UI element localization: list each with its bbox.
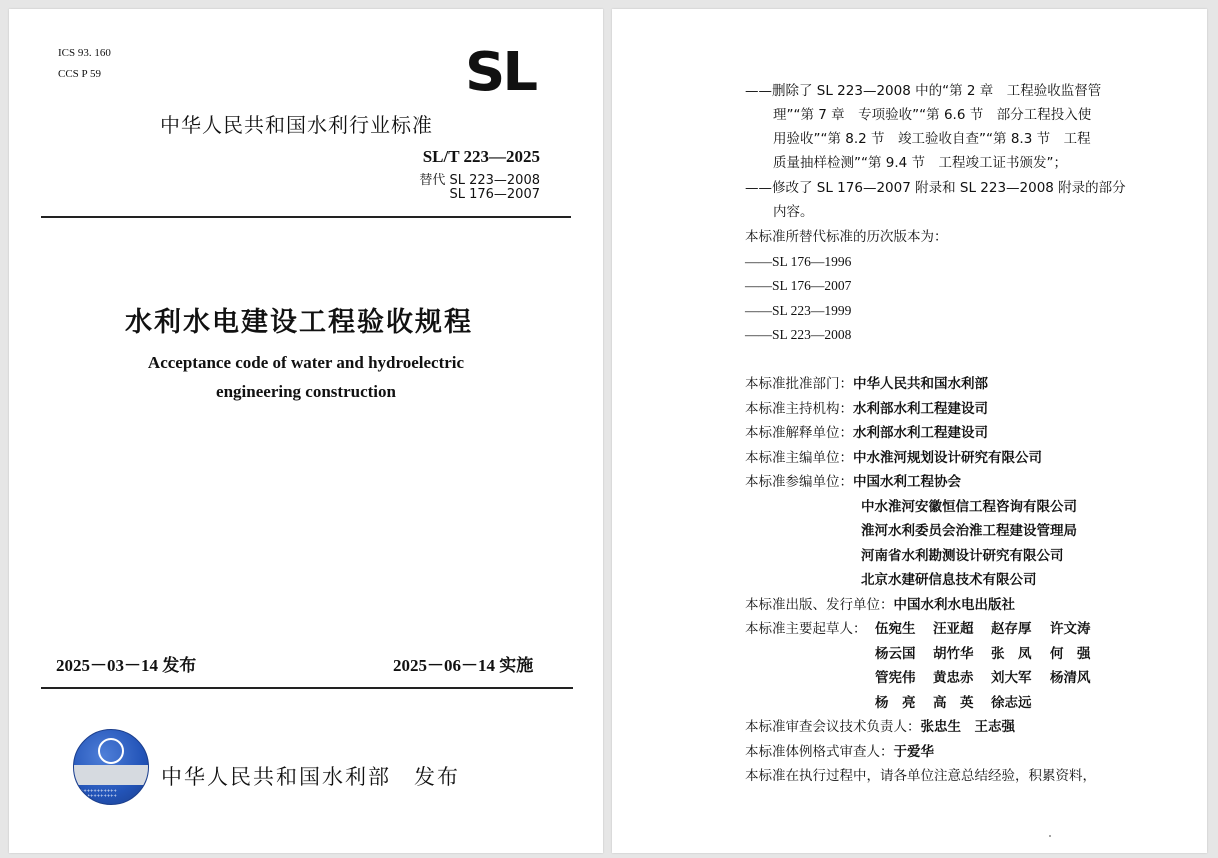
drafter-name: 杨云国 [875, 646, 916, 662]
credit-value: 中华人民共和国水利部 [853, 376, 988, 392]
version-line: ——SL 223—2008 [745, 327, 852, 342]
replaces-line-2: SL 176—2007 [449, 187, 540, 202]
replaces-line-1: 替代 SL 223—2008 [419, 173, 540, 188]
drafter-name: 何 强 [1050, 646, 1091, 662]
credit-line [745, 397, 988, 422]
credit-label: 本标准解释单位： [745, 425, 853, 441]
publisher: 中华人民共和国水利部 发布 [161, 765, 460, 789]
credit-line [745, 446, 1042, 471]
foreword-line: ——修改了 SL 176—2007 附录和 SL 223—2008 附录的部分 [745, 180, 1126, 196]
industry-standard-heading: 中华人民共和国水利行业标准 [160, 113, 433, 137]
foreword-line: 本标准所替代标准的历次版本为： [745, 229, 948, 245]
review-label: 本标准审查会议技术负责人： [745, 719, 921, 735]
format-review-line [745, 740, 934, 765]
drafter-name: 胡竹华 [933, 646, 974, 662]
foreword-line: 内容。 [773, 204, 814, 220]
publisher-label: 本标准出版、发行单位： [745, 597, 894, 613]
page-speck [1049, 835, 1051, 837]
header-rule [41, 216, 571, 218]
format-label: 本标准体例格式审查人： [745, 744, 894, 760]
issue-date: 2025－03－14 发布 [56, 656, 197, 675]
participant-unit: 河南省水利勘测设计研究有限公司 [861, 548, 1064, 564]
format-value: 于爱华 [893, 744, 934, 760]
review-value: 张忠生 王志强 [920, 719, 1015, 735]
drafter-name: 管宪伟 [875, 670, 916, 686]
drafter-name: 徐志远 [991, 695, 1032, 711]
credit-label: 本标准批准部门： [745, 376, 853, 392]
drafter-name: 刘大军 [991, 670, 1032, 686]
title-english-line-1: Acceptance code of water and hydroelectric [147, 353, 465, 372]
drafter-name: 伍宛生 [875, 621, 916, 637]
credit-value: 水利部水利工程建设司 [853, 401, 988, 417]
drafter-name: 许文涛 [1050, 621, 1091, 637]
credit-label: 本标准主持机构： [745, 401, 853, 417]
foreword-line: 质量抽样检测”“第 9.4 节 工程竣工证书颁发”； [773, 155, 1068, 171]
credit-line [745, 372, 988, 397]
version-line: ——SL 223—1999 [745, 303, 852, 318]
participant-unit: 中水淮河安徽恒信工程咨询有限公司 [861, 499, 1077, 515]
drafter-name: 杨清风 [1050, 670, 1091, 686]
participant-unit: 淮河水利委员会治淮工程建设管理局 [861, 523, 1077, 539]
credit-value: 中水淮河规划设计研究有限公司 [853, 450, 1042, 466]
participant-unit: 北京水建研信息技术有限公司 [861, 572, 1037, 588]
cover-page [9, 9, 603, 853]
drafter-name: 杨 亮 [875, 695, 916, 711]
ics-code: ICS 93. 160 [58, 47, 111, 59]
drafter-name: 张 凤 [991, 646, 1032, 662]
footer-rule [41, 687, 573, 689]
drafter-name: 黄忠赤 [933, 670, 974, 686]
publisher-line [745, 593, 1015, 618]
credit-line [745, 470, 961, 495]
foreword-line: ——删除了 SL 223—2008 中的“第 2 章 工程验收监督管 [745, 83, 1102, 99]
title-chinese: 水利水电建设工程验收规程 [125, 307, 473, 338]
review-line [745, 715, 1015, 740]
anti-counterfeit-seal-icon: +++++++++++ +++++++++++ [73, 729, 149, 805]
publisher-value: 中国水利水电出版社 [893, 597, 1015, 613]
drafter-name: 赵存厚 [991, 621, 1032, 637]
credit-label: 本标准主编单位： [745, 450, 853, 466]
credit-value: 中国水利工程协会 [853, 474, 961, 490]
standard-number: SL/T 223—2025 [422, 147, 540, 166]
credit-value: 水利部水利工程建设司 [853, 425, 988, 441]
drafter-name: 汪亚超 [933, 621, 974, 637]
version-line: ——SL 176—1996 [745, 254, 852, 269]
credit-label: 本标准参编单位： [745, 474, 853, 490]
effective-date: 2025－06－14 实施 [393, 656, 534, 675]
drafters-label: 本标准主要起草人： [745, 621, 867, 637]
closing-line: 本标准在执行过程中，请各单位注意总结经验，积累资料， [745, 768, 1096, 784]
foreword-line: 用验收”“第 8.2 节 竣工验收自查”“第 8.3 节 工程 [773, 131, 1091, 147]
title-english-line-2: engineering construction [216, 382, 396, 401]
credit-line [745, 421, 988, 446]
foreword-line: 理”“第 7 章 专项验收”“第 6.6 节 部分工程投入使 [773, 107, 1092, 123]
sl-logo: SL [465, 41, 536, 104]
ccs-code: CCS P 59 [58, 68, 102, 80]
version-line: ——SL 176—2007 [745, 278, 852, 293]
drafter-name: 高 英 [933, 695, 974, 711]
foreword-page [612, 9, 1207, 853]
